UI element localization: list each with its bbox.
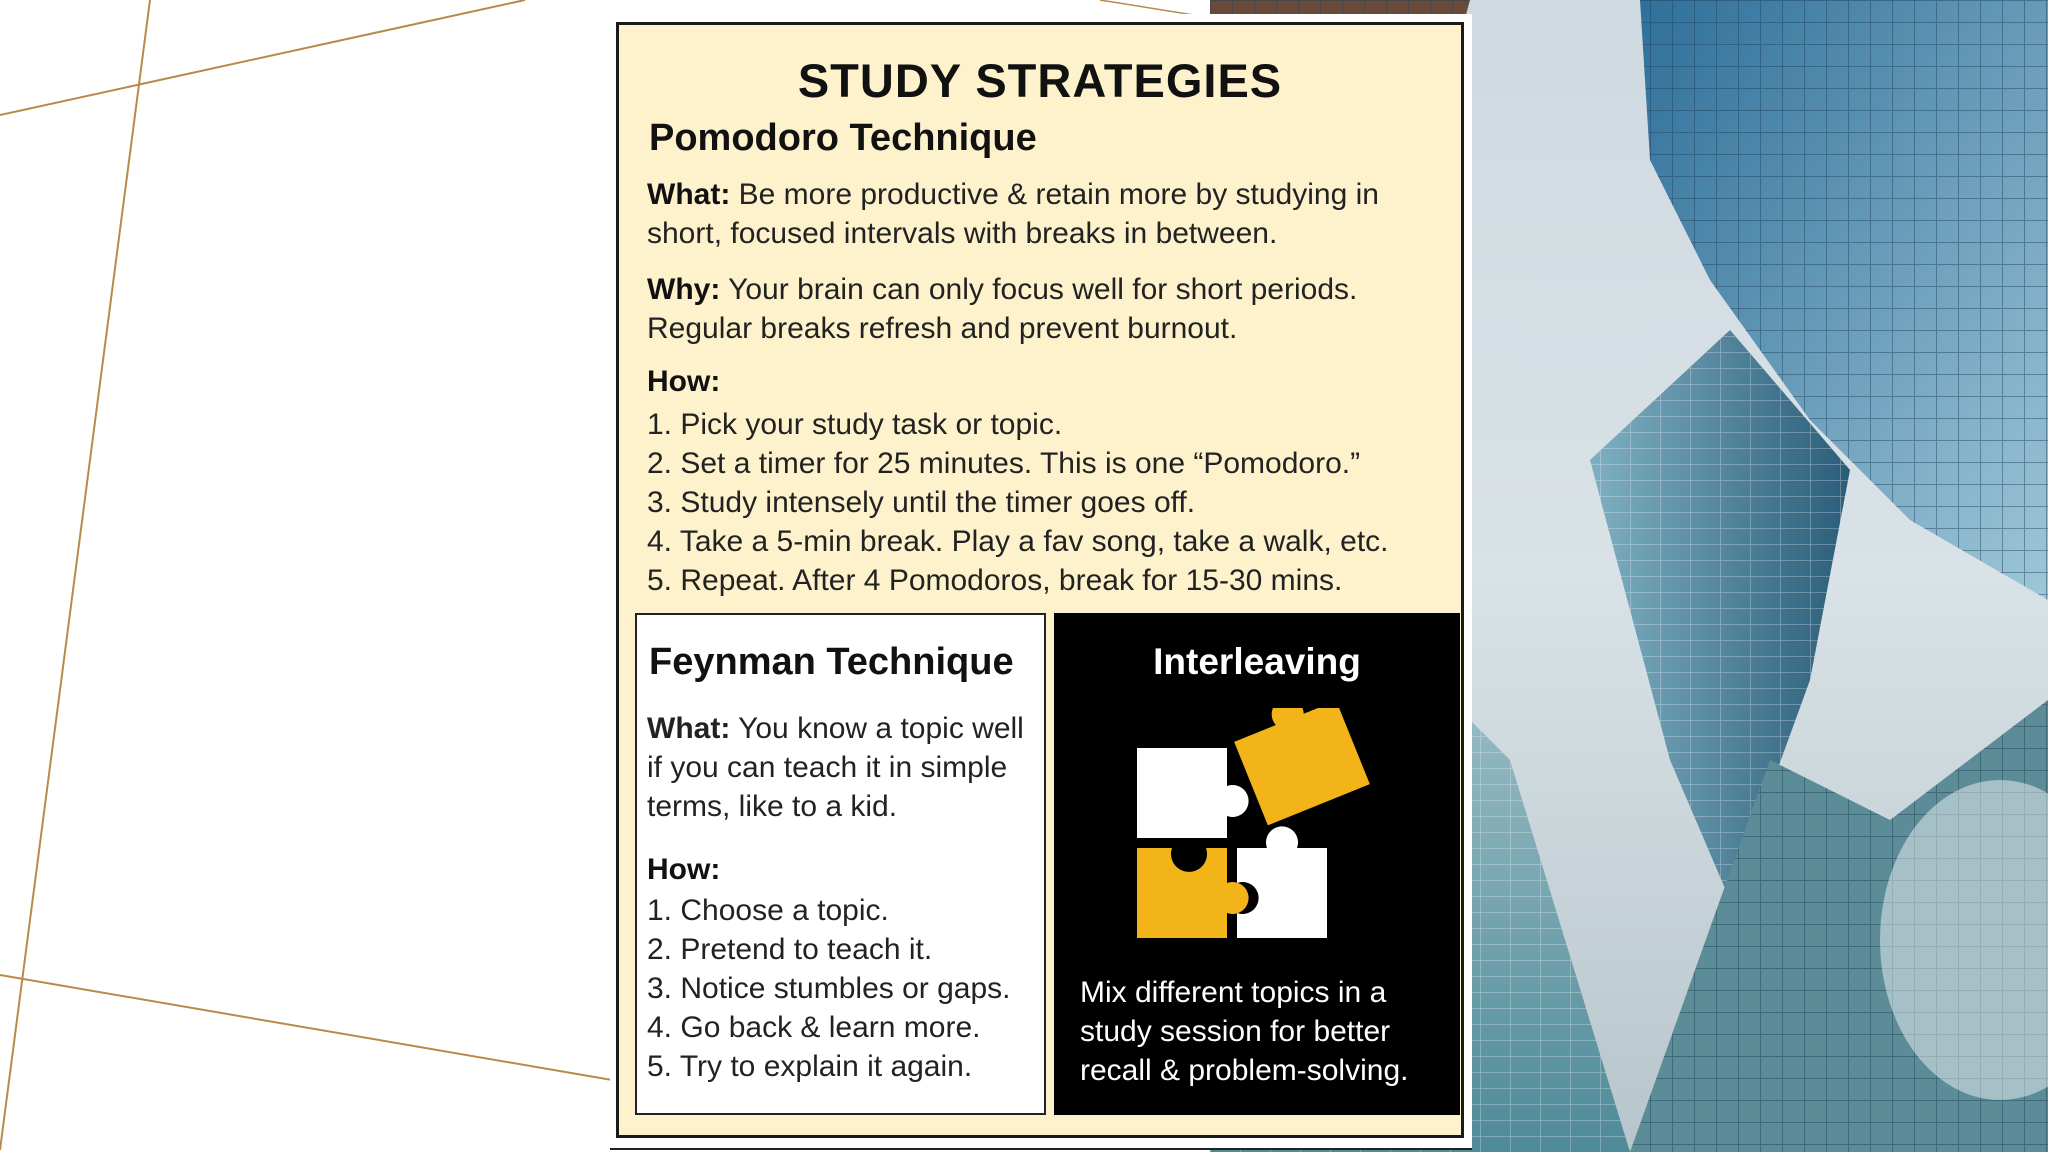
pomodoro-what-text: Be more productive & retain more by studying in short, focused intervals with breaks in between. bbox=[647, 178, 1379, 250]
puzzle-piece-yellow bbox=[1226, 708, 1370, 825]
feynman-what-text: You know a topic well if you can teach it in simple terms, like to a kid. bbox=[647, 712, 1024, 823]
pomodoro-why-text: Your brain can only focus well for short periods. Regular breaks refresh and prevent burnout. bbox=[647, 273, 1358, 345]
pomodoro-why-label: Why: bbox=[647, 273, 721, 306]
feynman-how-label: How: bbox=[647, 853, 721, 886]
pomodoro-step: 3. Study intensely until the timer goes off. bbox=[647, 486, 1196, 519]
pomodoro-step: 4. Take a 5-min break. Play a fav song, take a walk, etc. bbox=[647, 525, 1389, 558]
puzzle-piece-white bbox=[1137, 748, 1249, 838]
pomodoro-heading: Pomodoro Technique bbox=[649, 117, 1037, 159]
feynman-heading: Feynman Technique bbox=[649, 641, 1014, 683]
poster-title: STUDY STRATEGIES bbox=[797, 54, 1283, 107]
puzzle-piece-white bbox=[1237, 826, 1327, 938]
puzzle-piece-yellow bbox=[1137, 848, 1249, 938]
feynman-what-label: What: bbox=[647, 712, 731, 745]
feynman-what bbox=[647, 709, 1027, 826]
deco-line bbox=[0, 0, 525, 115]
feynman-step: 5. Try to explain it again. bbox=[647, 1050, 973, 1083]
study-strategies-poster bbox=[610, 14, 1472, 1150]
poster-panel bbox=[616, 22, 1464, 1138]
pomodoro-what-label: What: bbox=[647, 178, 731, 211]
deco-line bbox=[0, 975, 612, 1080]
interleaving-description: Mix different topics in a study session for better recall & problem-solving. bbox=[1080, 976, 1409, 1087]
feynman-box bbox=[635, 613, 1046, 1115]
pomodoro-step: 2. Set a timer for 25 minutes. This is one “Pomodoro.” bbox=[647, 447, 1361, 480]
interleaving-box bbox=[1054, 613, 1460, 1115]
pomodoro-steps bbox=[647, 405, 1389, 600]
feynman-step: 3. Notice stumbles or gaps. bbox=[647, 972, 1011, 1005]
pomodoro-what bbox=[647, 175, 1447, 253]
feynman-step: 1. Choose a topic. bbox=[647, 894, 889, 927]
pomodoro-step: 1. Pick your study task or topic. bbox=[647, 408, 1063, 441]
feynman-step: 2. Pretend to teach it. bbox=[647, 933, 933, 966]
deco-line bbox=[0, 0, 150, 1150]
pomodoro-why bbox=[647, 270, 1447, 348]
feynman-step: 4. Go back & learn more. bbox=[647, 1011, 981, 1044]
puzzle-pieces-icon bbox=[1132, 708, 1382, 938]
pomodoro-step: 5. Repeat. After 4 Pomodoros, break for 15-30 mins. bbox=[647, 564, 1343, 597]
poster-bottom-rule bbox=[610, 1148, 1472, 1150]
feynman-steps bbox=[647, 891, 1011, 1086]
interleaving-heading: Interleaving bbox=[1153, 641, 1361, 682]
pomodoro-how-label: How: bbox=[647, 365, 721, 398]
